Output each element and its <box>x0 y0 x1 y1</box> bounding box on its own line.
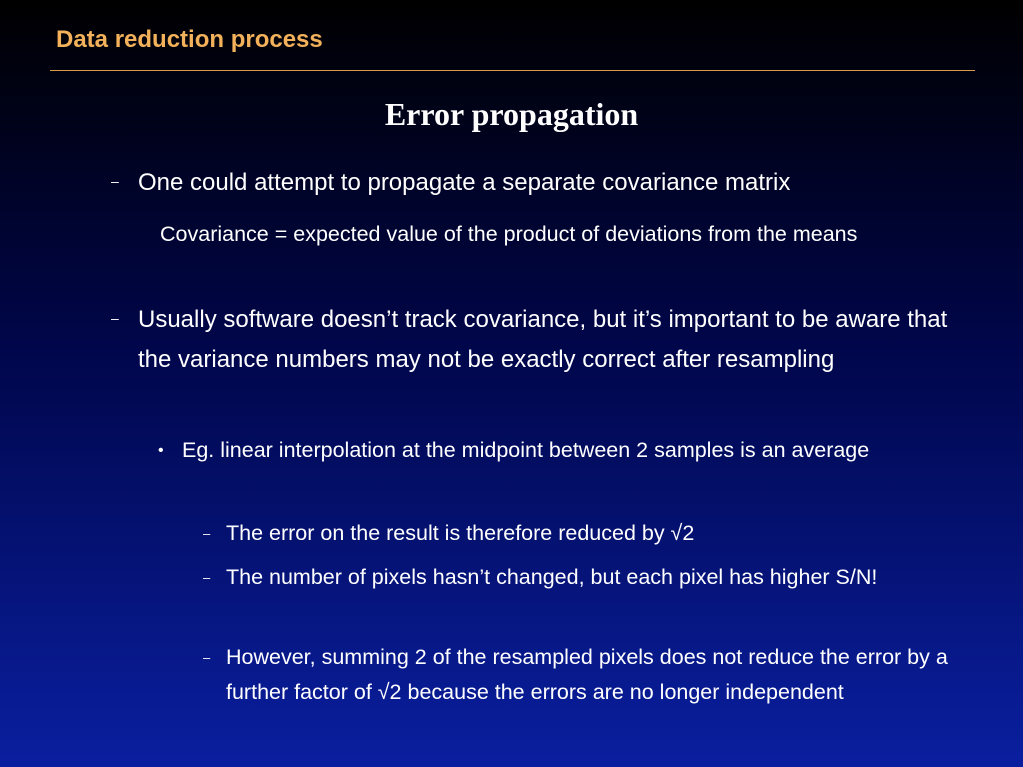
sub-sub-bullet-text: However, summing 2 of the resampled pixels does not reduce the error by a further factor of √2 because the errors are no longer independent <box>226 645 948 704</box>
sub-sub-bullet-text: The error on the result is therefore reduced by √2 <box>226 521 695 545</box>
bullet-dash-marker: – <box>111 310 119 326</box>
covariance-note-text: Covariance = expected value of the product of deviations from the means <box>160 222 858 246</box>
covariance-note <box>160 217 920 252</box>
bullet-dash-marker: – <box>203 526 211 541</box>
slide-title: Error propagation <box>384 96 639 132</box>
sub-bullet-text: Eg. linear interpolation at the midpoint between 2 samples is an average <box>182 438 870 462</box>
sub-bullet-item <box>182 433 932 468</box>
bullet-dash-marker: – <box>203 570 211 585</box>
section-title: Data reduction process <box>56 26 323 53</box>
bullet-item <box>138 300 978 380</box>
sub-sub-bullet-item <box>226 640 986 710</box>
bullet-text: One could attempt to propagate a separate covariance matrix <box>138 169 791 196</box>
sub-sub-bullet-item <box>226 516 986 551</box>
bullet-text: Usually software doesn’t track covariance, but it’s important to be aware that the variance numbers may not be exactly correct after resampling <box>138 306 948 373</box>
bullet-dot-marker: • <box>158 442 164 459</box>
bullet-item <box>138 163 938 203</box>
bullet-dash-marker: – <box>111 173 119 189</box>
header-divider <box>50 70 975 71</box>
sub-sub-bullet-text: The number of pixels hasn’t changed, but each pixel has higher S/N! <box>226 565 878 589</box>
bullet-dash-marker: – <box>203 650 211 665</box>
sub-sub-bullet-item <box>226 560 966 595</box>
